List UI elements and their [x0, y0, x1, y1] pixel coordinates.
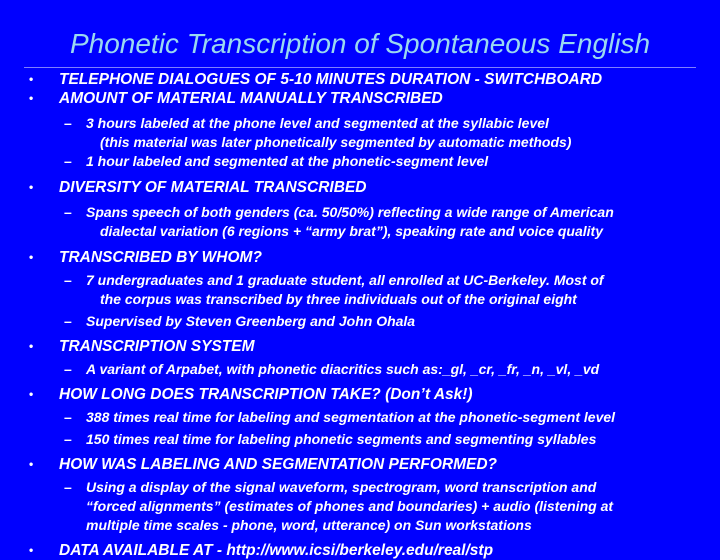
bullet-item — [0, 455, 720, 474]
bullet-dot-icon: • — [29, 91, 34, 105]
bullet-item — [0, 337, 720, 356]
bullet-item — [0, 89, 720, 108]
dash-icon: – — [64, 313, 72, 329]
sub-bullet-text: Supervised by Steven Greenberg and John Ohala — [86, 313, 416, 329]
bullet-item — [0, 248, 720, 267]
sub-bullet-item — [0, 114, 720, 152]
dash-icon: – — [64, 409, 72, 425]
bullet-dot-icon: • — [29, 339, 34, 353]
sub-bullet-item — [0, 360, 720, 379]
sub-bullet-text: “forced alignments” (estimates of phones and boundaries) + audio (listening at — [86, 498, 614, 514]
sub-bullet-text: A variant of Arpabet, with phonetic diacritics such as:_gl, _cr, _fr, _n, _vl, _vd — [86, 361, 600, 377]
bullet-item — [0, 178, 720, 197]
sub-bullet-text: multiple time scales - phone, word, utterance) on Sun workstations — [86, 517, 532, 533]
sub-bullet-item — [0, 478, 720, 535]
dash-icon: – — [64, 204, 72, 220]
sub-bullet-item — [0, 408, 720, 427]
dash-icon: – — [64, 479, 72, 495]
bullet-dot-icon: • — [29, 180, 34, 194]
sub-bullet-text: 3 hours labeled at the phone level and segmented at the syllabic level — [86, 115, 549, 131]
bullet-dot-icon: • — [29, 457, 34, 471]
bullet-item — [0, 70, 720, 89]
dash-icon: – — [64, 153, 72, 169]
sub-bullet-item — [0, 203, 720, 241]
bullet-text: HOW WAS LABELING AND SEGMENTATION PERFORMED? — [59, 456, 498, 473]
bullet-list — [0, 68, 720, 560]
sub-bullet-item — [0, 312, 720, 331]
sub-bullet-text: 150 times real time for labeling phonetic segments and segmenting syllables — [86, 431, 597, 447]
dash-icon: – — [64, 431, 72, 447]
sub-bullet-item — [0, 271, 720, 309]
sub-bullet-text: 7 undergraduates and 1 graduate student, all enrolled at UC-Berkeley. Most of — [86, 272, 604, 288]
bullet-text: TRANSCRIBED BY WHOM? — [59, 249, 262, 266]
sub-bullet-text: the corpus was transcribed by three individuals out of the original eight — [100, 291, 577, 307]
sub-bullet-text: dialectal variation (6 regions + “army brat”), speaking rate and voice quality — [100, 223, 604, 239]
bullet-dot-icon: • — [29, 543, 34, 557]
dash-icon: – — [64, 272, 72, 288]
bullet-text: DIVERSITY OF MATERIAL TRANSCRIBED — [59, 179, 367, 196]
bullet-text: TRANSCRIPTION SYSTEM — [59, 338, 255, 355]
dash-icon: – — [64, 115, 72, 131]
bullet-text: AMOUNT OF MATERIAL MANUALLY TRANSCRIBED — [59, 90, 443, 107]
bullet-text: TELEPHONE DIALOGUES OF 5-10 MINUTES DURATION - SWITCHBOARD — [59, 71, 603, 88]
dash-icon: – — [64, 361, 72, 377]
sub-bullet-text: Using a display of the signal waveform, spectrogram, word transcription and — [86, 479, 597, 495]
sub-bullet-text: 1 hour labeled and segmented at the phonetic-segment level — [86, 153, 489, 169]
bullet-item — [0, 541, 720, 560]
bullet-text: HOW LONG DOES TRANSCRIPTION TAKE? (Don’t Ask!) — [59, 386, 473, 403]
bullet-dot-icon: • — [29, 72, 34, 86]
sub-bullet-text: Spans speech of both genders (ca. 50/50%) reflecting a wide range of American — [86, 204, 614, 220]
sub-bullet-text: 388 times real time for labeling and segmentation at the phonetic-segment level — [86, 409, 616, 425]
slide-title: Phonetic Transcription of Spontaneous English — [69, 28, 651, 59]
sub-bullet-item — [0, 152, 720, 171]
bullet-dot-icon: • — [29, 250, 34, 264]
bullet-item — [0, 385, 720, 404]
bullet-text: DATA AVAILABLE AT - http://www.icsi/berkeley.edu/real/stp — [59, 542, 494, 559]
bullet-dot-icon: • — [29, 387, 34, 401]
sub-bullet-item — [0, 430, 720, 449]
sub-bullet-text: (this material was later phonetically segmented by automatic methods) — [100, 134, 572, 150]
